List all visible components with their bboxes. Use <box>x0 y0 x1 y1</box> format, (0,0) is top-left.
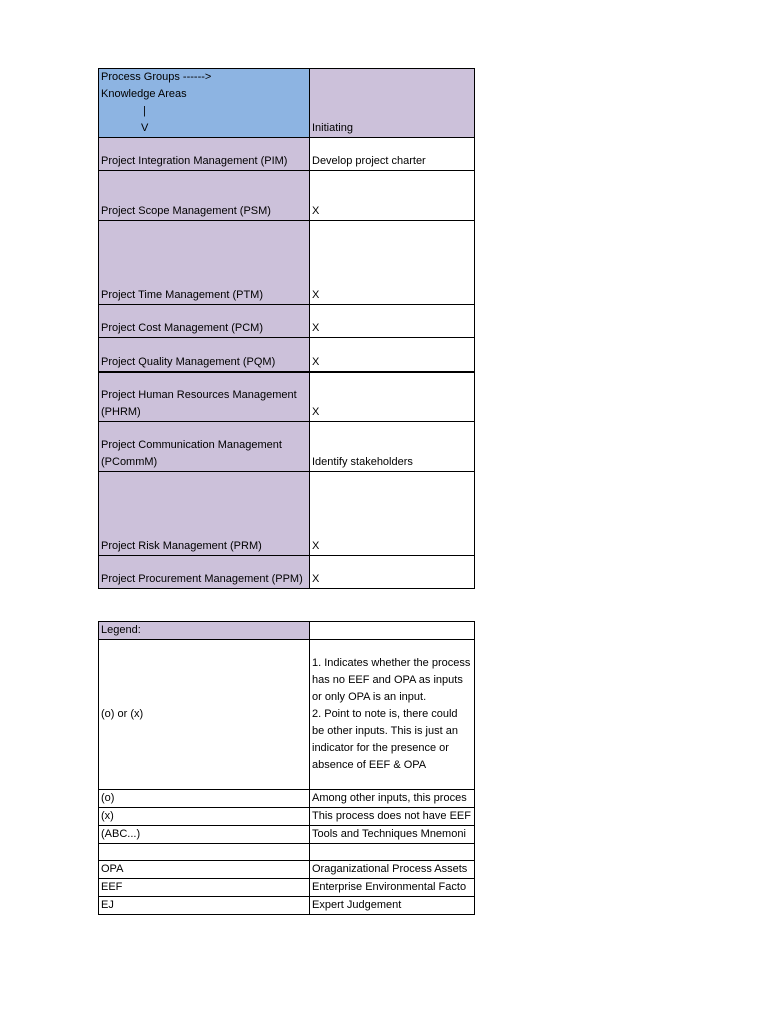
header-row <box>99 69 475 138</box>
legend-key: (ABC...) <box>99 826 310 844</box>
legend-row <box>99 790 475 808</box>
initiating-cell: Identify stakeholders <box>310 422 475 472</box>
knowledge-area-matrix <box>98 68 475 589</box>
legend-description: 1. Indicates whether the process has no EEF and OPA as inputs or only OPA is an input. 2. Point to note is, there could be other inputs. This is just an indicator for the presence or absence of EEF & OPA <box>310 640 475 790</box>
knowledge-area-cell: Project Human Resources Management (PHRM) <box>99 372 310 422</box>
initiating-header: Initiating <box>310 69 475 138</box>
knowledge-area-cell: Project Risk Management (PRM) <box>99 472 310 556</box>
knowledge-areas-label: Knowledge Areas <box>101 88 187 100</box>
initiating-cell: X <box>310 171 475 221</box>
table-row <box>99 422 475 472</box>
legend-row-blank <box>99 844 475 861</box>
table-row <box>99 372 475 422</box>
legend-description: Tools and Techniques Mnemoni <box>310 826 475 844</box>
legend-row <box>99 826 475 844</box>
initiating-cell: Develop project charter <box>310 138 475 171</box>
legend-key: (x) <box>99 808 310 826</box>
table-row <box>99 171 475 221</box>
table-row <box>99 338 475 372</box>
legend-description: Enterprise Environmental Facto <box>310 879 475 897</box>
legend-description: Oraganizational Process Assets <box>310 861 475 879</box>
initiating-cell: X <box>310 372 475 422</box>
knowledge-area-cell: Project Cost Management (PCM) <box>99 305 310 338</box>
legend-key: EEF <box>99 879 310 897</box>
legend-key <box>99 844 310 861</box>
initiating-cell: X <box>310 556 475 589</box>
legend-title: Legend: <box>99 622 310 640</box>
initiating-cell: X <box>310 221 475 305</box>
legend-key: (o) or (x) <box>99 640 310 790</box>
process-groups-label: Process Groups ------> <box>101 71 212 83</box>
table-row <box>99 305 475 338</box>
table-row <box>99 556 475 589</box>
legend-key: EJ <box>99 897 310 915</box>
knowledge-area-cell: Project Communication Management (PCommM) <box>99 422 310 472</box>
legend-description <box>310 844 475 861</box>
legend-key: (o) <box>99 790 310 808</box>
legend-header-row <box>99 622 475 640</box>
knowledge-area-cell: Project Integration Management (PIM) <box>99 138 310 171</box>
legend-row <box>99 640 475 790</box>
legend-description: This process does not have EEF <box>310 808 475 826</box>
initiating-cell: X <box>310 305 475 338</box>
table-row <box>99 221 475 305</box>
knowledge-area-cell: Project Procurement Management (PPM) <box>99 556 310 589</box>
legend-table <box>98 621 475 915</box>
knowledge-area-cell: Project Time Management (PTM) <box>99 221 310 305</box>
legend-row <box>99 897 475 915</box>
legend-row <box>99 879 475 897</box>
legend-description: Among other inputs, this proces <box>310 790 475 808</box>
table-row <box>99 472 475 556</box>
down-arrow-shaft: | <box>143 105 146 117</box>
table-row <box>99 138 475 171</box>
down-arrow-head: V <box>141 122 149 134</box>
initiating-cell: X <box>310 338 475 372</box>
legend-description: Expert Judgement <box>310 897 475 915</box>
legend-row <box>99 808 475 826</box>
legend-key: OPA <box>99 861 310 879</box>
legend-header-blank <box>310 622 475 640</box>
legend-row <box>99 861 475 879</box>
knowledge-area-cell: Project Scope Management (PSM) <box>99 171 310 221</box>
initiating-cell: X <box>310 472 475 556</box>
corner-header-cell <box>99 69 310 138</box>
knowledge-area-cell: Project Quality Management (PQM) <box>99 338 310 372</box>
